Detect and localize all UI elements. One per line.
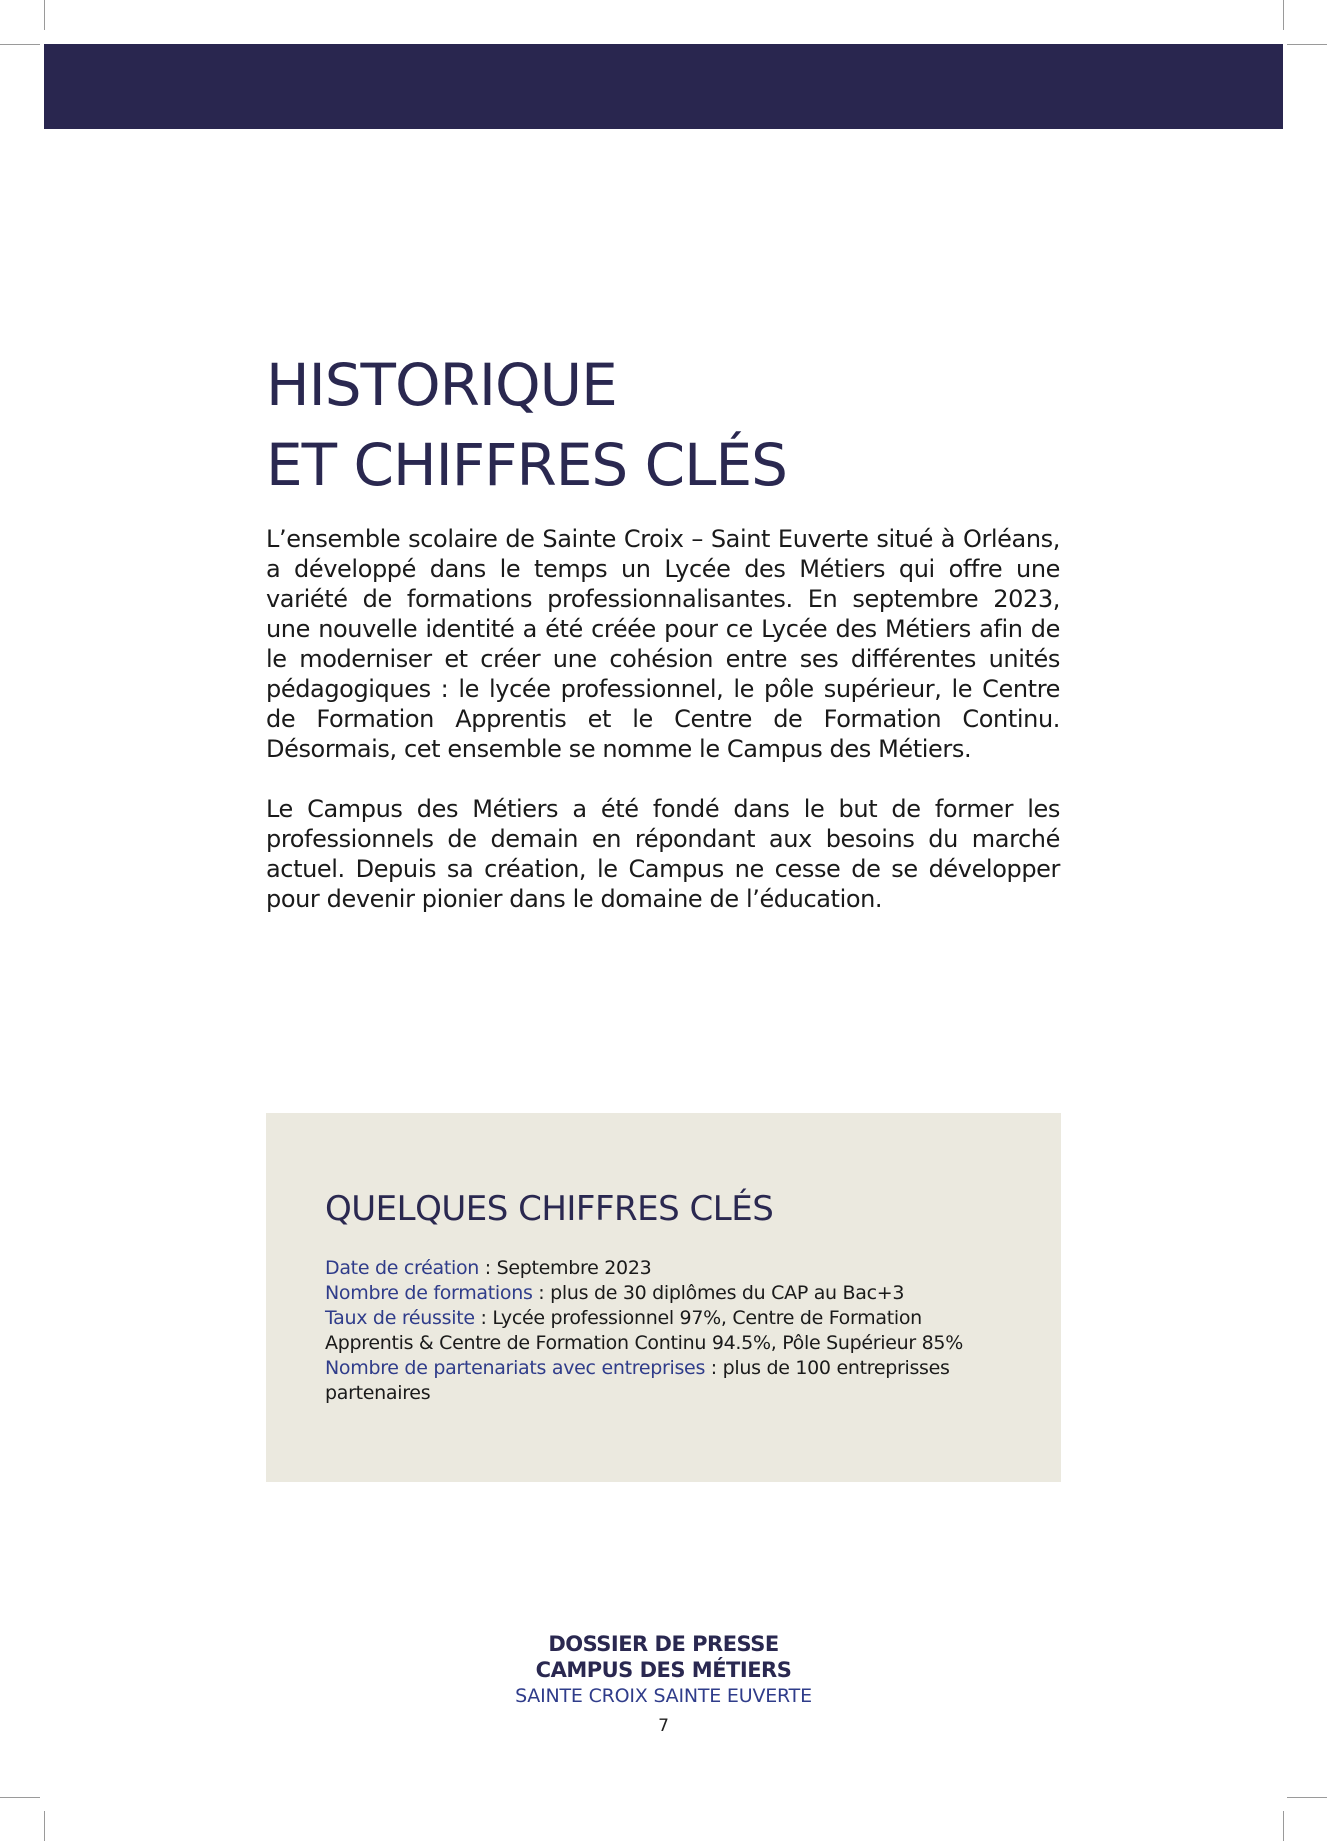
- crop-mark: [1283, 1811, 1284, 1841]
- footer-subtitle: SAINTE CROIX SAINTE EUVERTE: [515, 1685, 812, 1707]
- key-figure-value: : plus de 100 entreprisses partenaires: [325, 1357, 950, 1404]
- key-figure-value: : Septembre 2023: [479, 1257, 652, 1279]
- key-figure-label: Date de création: [325, 1257, 480, 1279]
- key-figure-item: [325, 1281, 1015, 1306]
- paragraph-campus: Le Campus des Métiers a été fondé dans le but de former les professionnels de demain en répondant aux besoins du marché actuel. Depuis sa création, le Campus ne cesse de se développer pour devenir pionier dans le domaine de l’éducation.: [266, 795, 1060, 913]
- crop-mark: [0, 44, 40, 45]
- header-band: [44, 44, 1283, 129]
- key-figures-box: [266, 1113, 1061, 1482]
- page-title-line-2: ET CHIFFRES CLÉS: [266, 431, 787, 499]
- key-figure-item: [325, 1356, 1015, 1406]
- crop-mark: [44, 1811, 45, 1841]
- page-title-line-1: HISTORIQUE: [266, 351, 617, 419]
- paragraph-intro: L’ensemble scolaire de Sainte Croix – Saint Euverte situé à Orléans, a développé dans le temps un Lycée des Métiers qui offre une variété de formations professionnalisantes. En septembre 2023, une nouvelle identité a été créée pour ce Lycée des Métiers afin de le moderniser et créer une cohésion entre ses différentes unités pédagogiques : le lycée professionnel, le pôle supérieur, le Centre de Formation Apprentis et le Centre de Formation Continu. Désormais, cet ensemble se nomme le Campus des Métiers.: [266, 525, 1060, 763]
- key-figure-value: : plus de 30 diplômes du CAP au Bac+3: [532, 1282, 905, 1304]
- footer: [0, 1631, 1327, 1737]
- key-figures-list: [325, 1256, 1015, 1406]
- key-figure-label: Taux de réussite: [325, 1307, 475, 1329]
- footer-title-line-2: CAMPUS DES MÉTIERS: [535, 1658, 792, 1682]
- crop-mark: [0, 1797, 40, 1798]
- footer-title-line-1: DOSSIER DE PRESSE: [548, 1632, 779, 1656]
- body-text: [266, 524, 1060, 944]
- crop-mark: [1287, 1797, 1327, 1798]
- key-figure-item: [325, 1256, 1015, 1281]
- page-number: 7: [658, 1716, 669, 1736]
- crop-mark: [1283, 0, 1284, 30]
- crop-mark: [44, 0, 45, 30]
- crop-mark: [1287, 44, 1327, 45]
- key-figure-label: Nombre de formations: [325, 1282, 533, 1304]
- key-figure-item: [325, 1306, 1015, 1356]
- key-figures-title: QUELQUES CHIFFRES CLÉS: [325, 1189, 774, 1229]
- key-figure-value: : Lycée professionnel 97%, Centre de Formation Apprentis & Centre de Formation Continu 94.5%, Pôle Supérieur 85%: [325, 1307, 963, 1354]
- page-title: [266, 345, 787, 505]
- key-figure-label: Nombre de partenariats avec entreprises: [325, 1357, 706, 1379]
